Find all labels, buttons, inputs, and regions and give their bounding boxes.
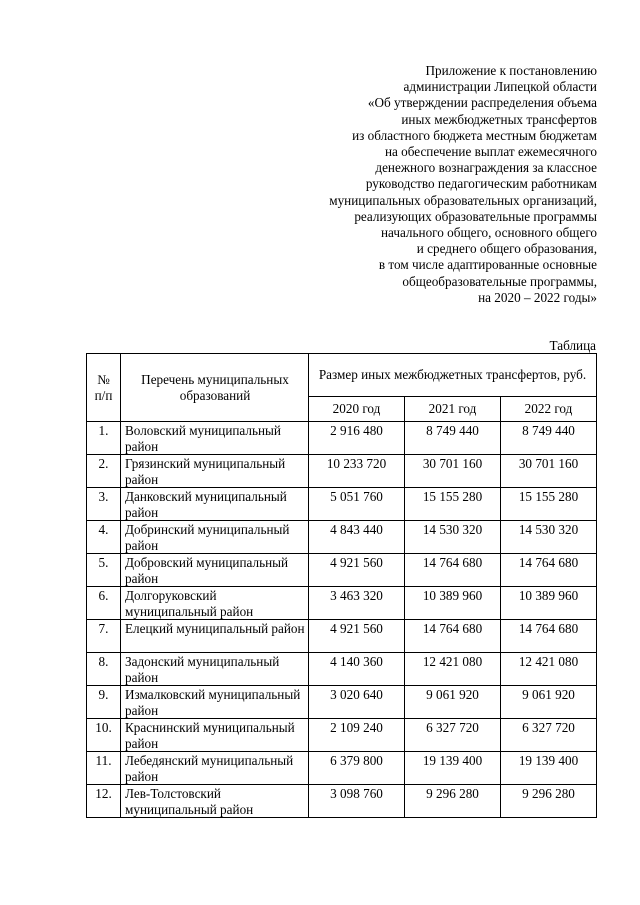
municipality-name: Елецкий муниципальный район	[121, 620, 309, 653]
municipality-name: Лев-Толстовский муниципальный район	[121, 785, 309, 818]
municipality-name: Воловский муниципальный район	[121, 422, 309, 455]
value-2021: 14 764 680	[405, 554, 501, 587]
value-2022: 30 701 160	[501, 455, 597, 488]
header-name: Перечень муниципальных образований	[121, 354, 309, 422]
value-2020: 3 098 760	[309, 785, 405, 818]
value-2021: 14 530 320	[405, 521, 501, 554]
header-num: № п/п	[87, 354, 121, 422]
value-2022: 9 061 920	[501, 686, 597, 719]
table-body	[87, 422, 597, 818]
value-2021: 14 764 680	[405, 620, 501, 653]
value-2020: 2 916 480	[309, 422, 405, 455]
appendix-line: иных межбюджетных трансфертов	[401, 111, 597, 127]
value-2022: 14 530 320	[501, 521, 597, 554]
table-row	[87, 785, 597, 818]
value-2022: 12 421 080	[501, 653, 597, 686]
header-year-2020: 2020 год	[309, 397, 405, 422]
appendix-line: на 2020 – 2022 годы»	[478, 289, 597, 305]
row-number: 3.	[87, 488, 121, 521]
value-2022: 14 764 680	[501, 554, 597, 587]
value-2020: 4 140 360	[309, 653, 405, 686]
table-row	[87, 554, 597, 587]
appendix-line: денежного вознаграждения за классное	[375, 160, 597, 176]
value-2020: 4 921 560	[309, 554, 405, 587]
value-2021: 8 749 440	[405, 422, 501, 455]
value-2020: 4 843 440	[309, 521, 405, 554]
appendix-line: руководство педагогическим работникам	[365, 176, 597, 192]
table-row	[87, 719, 597, 752]
value-2020: 2 109 240	[309, 719, 405, 752]
table-row	[87, 587, 597, 620]
row-number: 10.	[87, 719, 121, 752]
table-label: Таблица	[549, 338, 596, 353]
value-2022: 19 139 400	[501, 752, 597, 785]
municipality-name: Добровский муниципальный район	[121, 554, 309, 587]
municipality-name: Долгоруковский муниципальный район	[121, 587, 309, 620]
table-row	[87, 752, 597, 785]
transfers-table	[86, 353, 597, 818]
row-number: 5.	[87, 554, 121, 587]
table-row	[87, 686, 597, 719]
value-2020: 6 379 800	[309, 752, 405, 785]
appendix-line: муниципальных образовательных организаций,	[329, 192, 597, 208]
header-group: Размер иных межбюджетных трансфертов, руб.	[309, 354, 597, 397]
table-row	[87, 422, 597, 455]
row-number: 12.	[87, 785, 121, 818]
value-2020: 5 051 760	[309, 488, 405, 521]
value-2021: 6 327 720	[405, 719, 501, 752]
municipality-name: Добринский муниципальный район	[121, 521, 309, 554]
value-2022: 15 155 280	[501, 488, 597, 521]
header-year-2022: 2022 год	[501, 397, 597, 422]
table-row	[87, 620, 597, 653]
appendix-line: из областного бюджета местным бюджетам	[352, 127, 597, 143]
value-2022: 14 764 680	[501, 620, 597, 653]
value-2021: 30 701 160	[405, 455, 501, 488]
row-number: 2.	[87, 455, 121, 488]
appendix-line: «Об утверждении распределения объема	[367, 95, 597, 111]
value-2022: 8 749 440	[501, 422, 597, 455]
value-2021: 12 421 080	[405, 653, 501, 686]
appendix-line: и среднего общего образования,	[416, 241, 597, 257]
table-row	[87, 521, 597, 554]
table-row	[87, 653, 597, 686]
row-number: 4.	[87, 521, 121, 554]
row-number: 6.	[87, 587, 121, 620]
row-number: 7.	[87, 620, 121, 653]
value-2020: 4 921 560	[309, 620, 405, 653]
value-2020: 10 233 720	[309, 455, 405, 488]
appendix-line: в том числе адаптированные основные	[378, 257, 597, 273]
municipality-name: Краснинский муниципальный район	[121, 719, 309, 752]
row-number: 8.	[87, 653, 121, 686]
municipality-name: Данковский муниципальный район	[121, 488, 309, 521]
appendix-line: администрации Липецкой области	[403, 79, 597, 95]
value-2021: 9 296 280	[405, 785, 501, 818]
value-2021: 10 389 960	[405, 587, 501, 620]
value-2022: 9 296 280	[501, 785, 597, 818]
table-row	[87, 455, 597, 488]
table-row	[87, 488, 597, 521]
value-2020: 3 020 640	[309, 686, 405, 719]
value-2020: 3 463 320	[309, 587, 405, 620]
value-2021: 19 139 400	[405, 752, 501, 785]
appendix-line: Приложение к постановлению	[425, 63, 597, 78]
municipality-name: Задонский муниципальный район	[121, 653, 309, 686]
value-2021: 9 061 920	[405, 686, 501, 719]
appendix-line: общеобразовательные программы,	[402, 273, 597, 289]
value-2022: 10 389 960	[501, 587, 597, 620]
value-2021: 15 155 280	[405, 488, 501, 521]
appendix-line: реализующих образовательные программы	[354, 208, 597, 224]
row-number: 9.	[87, 686, 121, 719]
row-number: 11.	[87, 752, 121, 785]
header-year-2021: 2021 год	[405, 397, 501, 422]
appendix-heading	[217, 63, 597, 306]
value-2022: 6 327 720	[501, 719, 597, 752]
municipality-name: Измалковский муниципальный район	[121, 686, 309, 719]
appendix-line: на обеспечение выплат ежемесячного	[384, 144, 597, 160]
municipality-name: Лебедянский муниципальный район	[121, 752, 309, 785]
appendix-line: начального общего, основного общего	[380, 225, 597, 241]
row-number: 1.	[87, 422, 121, 455]
municipality-name: Грязинский муниципальный район	[121, 455, 309, 488]
